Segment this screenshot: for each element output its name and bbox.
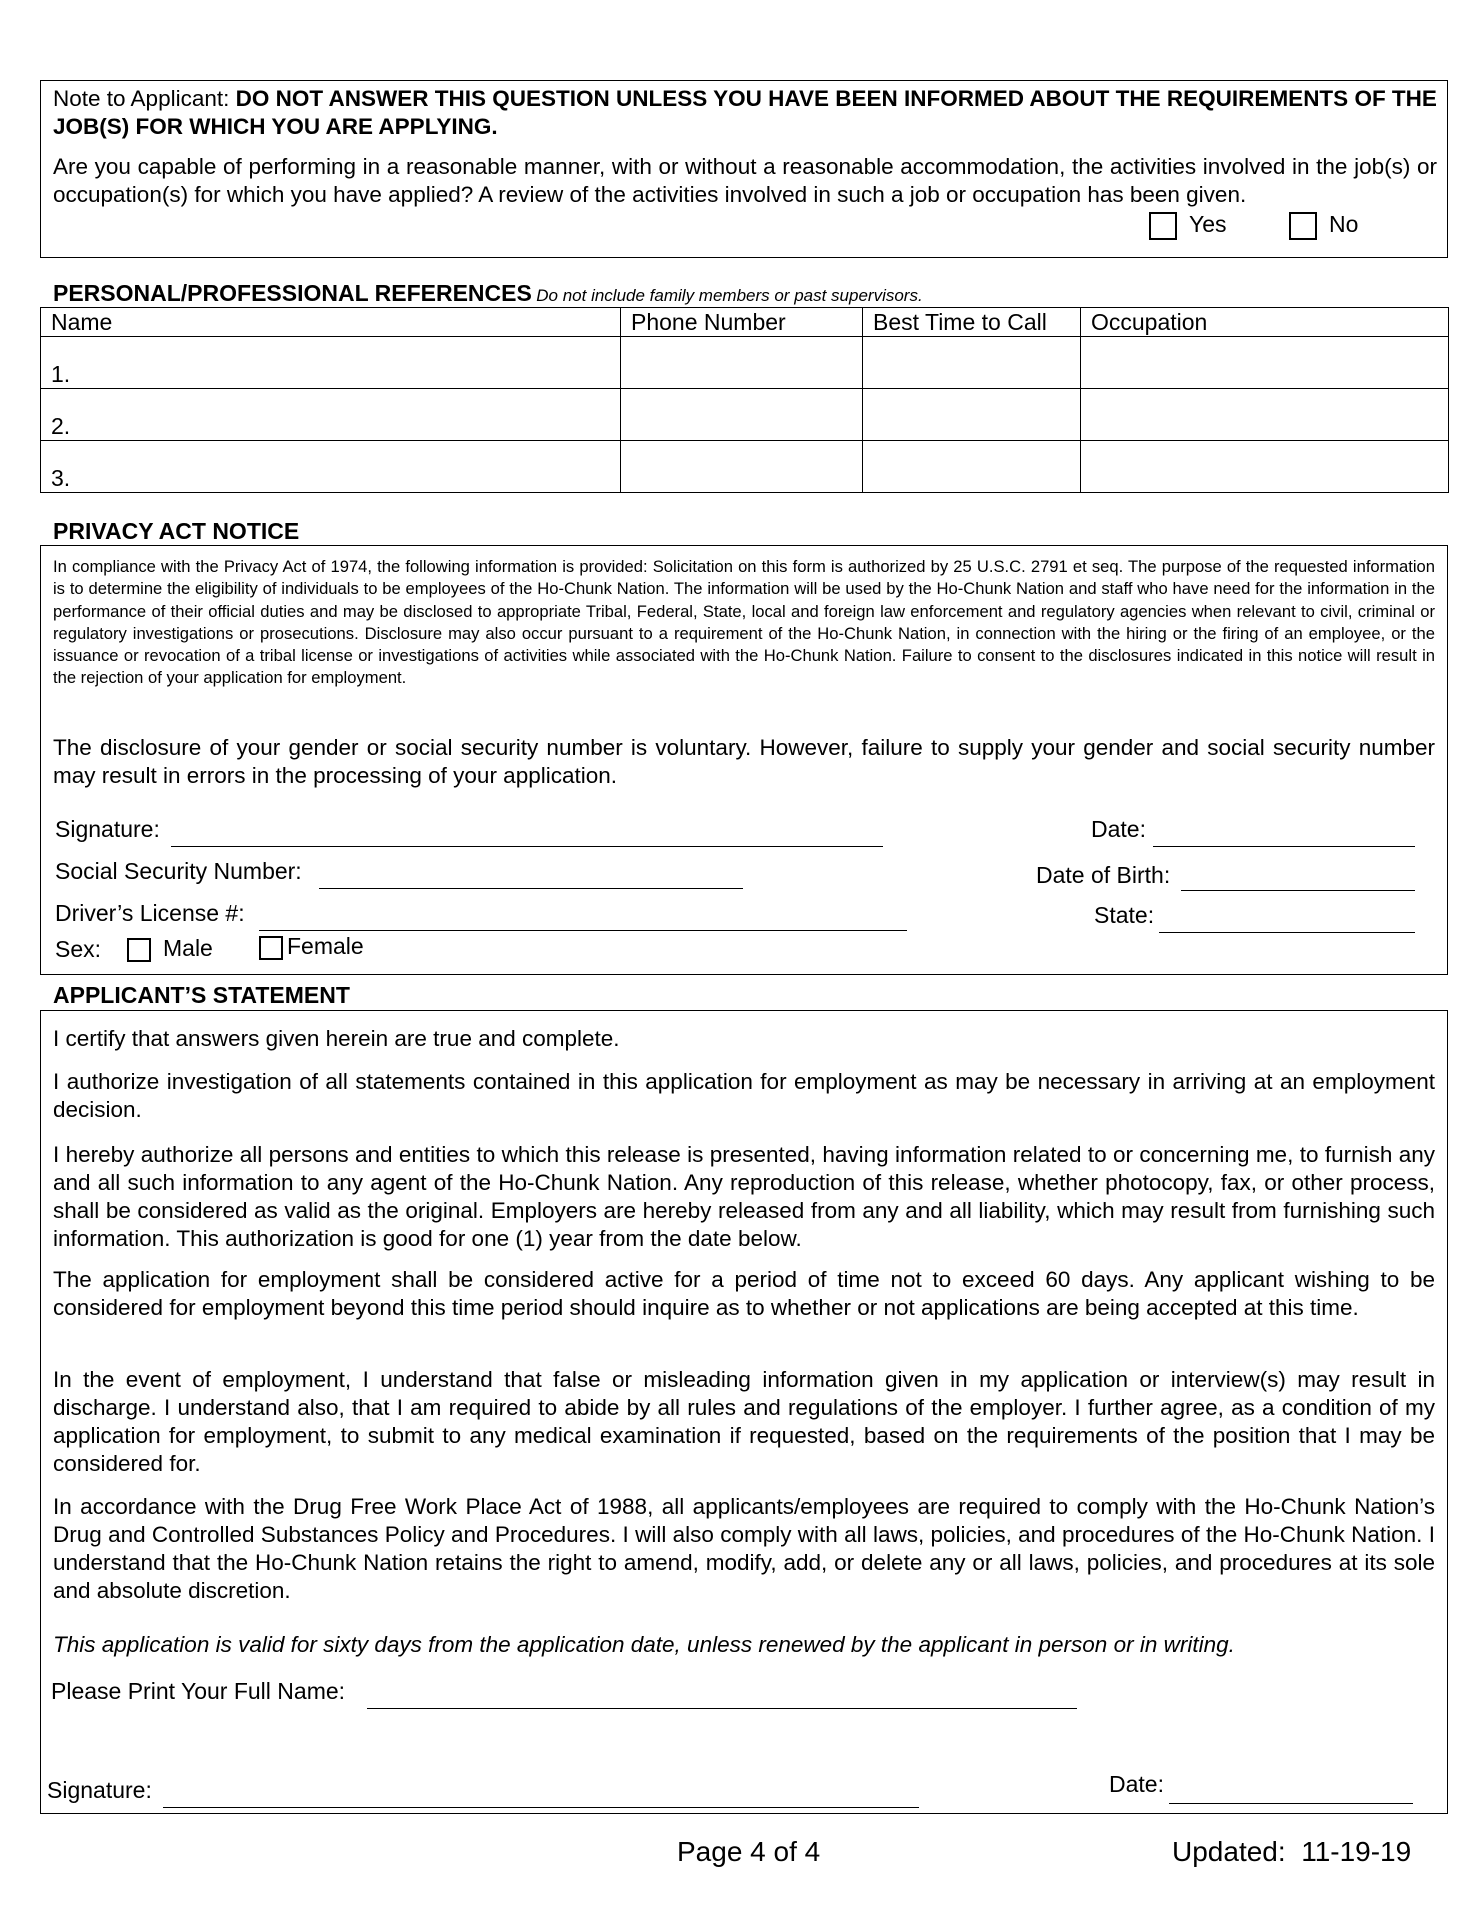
ref-phone-cell[interactable]	[621, 337, 863, 389]
privacy-text: In compliance with the Privacy Act of 1974, the following information is provided: Solicitation on this form is authorized by 25 U.S.C. 2791 et seq. The purpose of the requested information is to determine the eligibility of individuals to be employees of the Ho-Chunk Nation. The information will be used by the Ho-Chunk Nation and staff who have need for the information in the performance of their official duties and may be disclosed to appropriate Tribal, Federal, State, local and foreign law enforcement and regulatory agencies when relevant to civil, criminal or regulatory investigations or prosecutions. Disclosure may also occur pursuant to a requirement of the Ho-Chunk Nation, in connection with the hiring or the firing of an employee, or the issuance or revocation of a tribal license or investigations of activities while associated with the Ho-Chunk Nation. Failure to consent to the disclosures indicated in this notice will result in the rejection of your application for employment.	[53, 557, 1435, 688]
no-checkbox[interactable]	[1289, 212, 1317, 240]
no-option[interactable]	[1289, 211, 1358, 240]
note-text	[53, 85, 1437, 141]
ref-occupation-cell[interactable]	[1081, 441, 1449, 493]
references-heading	[53, 280, 923, 307]
no-label: No	[1329, 211, 1359, 237]
statement-p6: In accordance with the Drug Free Work Place Act of 1988, all applicants/employees are required to comply with the Ho-Chunk Nation’s Drug and Controlled Substances Policy and Procedures. I will also comply with all laws, policies, and procedures of the Ho-Chunk Nation. I understand that the Ho-Chunk Nation retains the right to amend, modify, add, or delete any or all laws, policies, and procedures at its sole and absolute discretion.	[53, 1494, 1435, 1603]
statement-date-line[interactable]	[1169, 1803, 1413, 1804]
ref-time-cell[interactable]	[863, 389, 1081, 441]
statement-signature-line[interactable]	[163, 1807, 919, 1808]
privacy-date-line[interactable]	[1153, 846, 1415, 847]
license-label: Driver’s License #:	[55, 900, 245, 926]
statement-title: APPLICANT’S STATEMENT	[53, 982, 350, 1008]
references-header-row	[41, 308, 1449, 337]
privacy-voluntary: The disclosure of your gender or social security number is voluntary. However, failure to supply your gender and social security number may result in errors in the processing of your application.	[53, 735, 1435, 788]
note-box	[40, 80, 1448, 258]
statement-p4: The application for employment shall be considered active for a period of time not to exceed 60 days. Any applicant wishing to be considered for employment beyond this time period should inquire as to whether or not applications are being accepted at this time.	[53, 1267, 1435, 1320]
print-name-line[interactable]	[367, 1708, 1077, 1709]
ref-phone-cell[interactable]	[621, 389, 863, 441]
ref-time-cell[interactable]	[863, 337, 1081, 389]
yes-checkbox[interactable]	[1149, 212, 1177, 240]
table-row	[41, 441, 1449, 493]
female-label: Female	[287, 933, 364, 959]
statement-date-label: Date:	[1109, 1771, 1164, 1797]
ref-occupation-cell[interactable]	[1081, 389, 1449, 441]
yes-option[interactable]	[1149, 211, 1227, 240]
row-number: 3.	[51, 465, 71, 491]
col-name: Name	[41, 308, 621, 337]
dob-line[interactable]	[1181, 890, 1415, 891]
state-line[interactable]	[1159, 932, 1415, 933]
statement-box	[40, 1010, 1448, 1814]
statement-p1: I certify that answers given herein are true and complete.	[53, 1026, 620, 1051]
privacy-title: PRIVACY ACT NOTICE	[53, 518, 300, 544]
references-title: PERSONAL/PROFESSIONAL REFERENCES	[53, 280, 532, 306]
statement-p2: I authorize investigation of all statements contained in this application for employment as may be necessary in arriving at an employment decision.	[53, 1069, 1435, 1122]
statement-p3: I hereby authorize all persons and entities to which this release is presented, having information related to or concerning me, to furnish any and all such information to any agent of the Ho-Chunk Nation. Any reproduction of this release, whether photocopy, fax, or other process, shall be considered as valid as the original. Employers are hereby released from any and all liability, which may result from furnishing such information. This authorization is good for one (1) year from the date below.	[53, 1142, 1435, 1251]
ssn-line[interactable]	[319, 888, 743, 889]
license-line[interactable]	[259, 930, 907, 931]
ref-time-cell[interactable]	[863, 441, 1081, 493]
col-best-time: Best Time to Call	[863, 308, 1081, 337]
ssn-label: Social Security Number:	[55, 858, 302, 884]
dob-label: Date of Birth:	[1036, 862, 1171, 888]
female-option[interactable]	[259, 933, 364, 960]
ref-phone-cell[interactable]	[621, 441, 863, 493]
ref-occupation-cell[interactable]	[1081, 337, 1449, 389]
page-number: Page 4 of 4	[677, 1836, 821, 1867]
updated-date: Updated: 11-19-19	[1172, 1836, 1412, 1867]
sex-label: Sex:	[55, 936, 102, 962]
statement-p5: In the event of employment, I understand that false or misleading information given in my application or interview(s) may result in discharge. I understand also, that I am required to abide by all rules and regulations of the employer. I further agree, as a condition of my application for employment, to submit to any medical examination if requested, based on the requirements of the position that I may be considered for.	[53, 1367, 1435, 1476]
privacy-date-label: Date:	[1091, 816, 1146, 842]
table-row	[41, 337, 1449, 389]
yes-label: Yes	[1189, 211, 1227, 237]
references-table	[40, 307, 1449, 493]
col-occupation: Occupation	[1081, 308, 1449, 337]
male-option[interactable]	[127, 935, 213, 962]
statement-signature-label: Signature:	[47, 1777, 152, 1803]
note-prefix: Note to Applicant:	[53, 86, 236, 111]
ref-name-cell[interactable]	[41, 441, 621, 493]
state-label: State:	[1094, 902, 1155, 928]
references-subtitle: Do not include family members or past supervisors.	[536, 286, 923, 305]
note-bold: DO NOT ANSWER THIS QUESTION UNLESS YOU HAVE BEEN INFORMED ABOUT THE REQUIREMENTS OF THE JOB(S) FOR WHICH YOU ARE APPLYING.	[53, 86, 1437, 139]
row-number: 2.	[51, 413, 71, 439]
male-checkbox[interactable]	[127, 938, 151, 962]
row-number: 1.	[51, 361, 71, 387]
print-name-label: Please Print Your Full Name:	[51, 1678, 346, 1704]
ref-name-cell[interactable]	[41, 337, 621, 389]
privacy-signature-label: Signature:	[55, 816, 160, 842]
privacy-signature-line[interactable]	[171, 846, 883, 847]
female-checkbox[interactable]	[259, 936, 283, 960]
male-label: Male	[163, 935, 213, 961]
statement-valid: This application is valid for sixty days from the application date, unless renewed by the applicant in person or in writing.	[53, 1632, 1235, 1657]
table-row	[41, 389, 1449, 441]
note-question: Are you capable of performing in a reasonable manner, with or without a reasonable accommodation, the activities involved in the job(s) or occupation(s) for which you have applied? A review of the activities involved in such a job or occupation has been given.	[53, 154, 1437, 207]
privacy-box	[40, 545, 1448, 975]
ref-name-cell[interactable]	[41, 389, 621, 441]
col-phone: Phone Number	[621, 308, 863, 337]
